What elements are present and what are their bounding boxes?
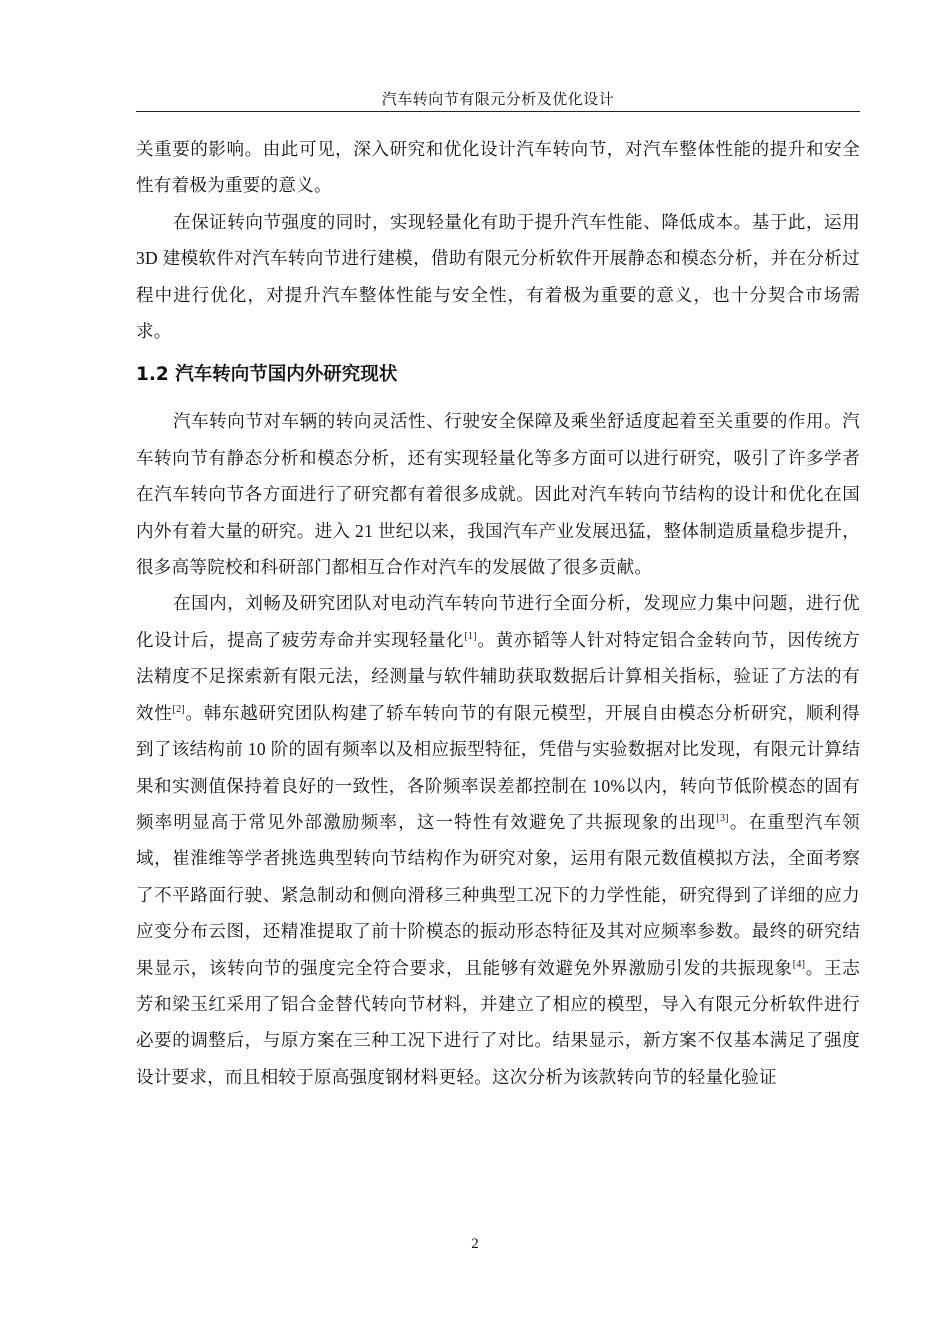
document-body [136, 131, 860, 1095]
text-segment: 。在重型汽车领域，崔淮维等学者挑选典型转向节结构作为研究对象，运用有限元数值模拟方法，全面考察了不平路面行驶、紧急制动和侧向滑移三种典型工况下的力学性能，研究得到了详细的应力应变分布云图，还精准提取了前十阶模态的振动形态特征及其对应频率参数。最终的研究结果显示，该转向节的强度完全符合要求，且能够有效避免外界激励引发的共振现象 [136, 811, 860, 978]
citation-1: [1] [464, 631, 477, 643]
section-heading: 1.2 汽车转向节国内外研究现状 [136, 364, 398, 386]
paragraph-domestic-research [136, 585, 860, 1095]
running-header: 汽车转向节有限元分析及优化设计 [381, 92, 615, 108]
page-number: 2 [471, 1236, 479, 1252]
text-segment: 。王志芳和梁玉红采用了铝合金替代转向节材料，并建立了相应的模型，导入有限元分析软件进行必要的调整后，与原方案在三种工况下进行了对比。结果显示，新方案不仅基本满足了强度设计要求，而且相较于原高强度钢材料更轻。这次分析为该款转向节的轻量化验证 [136, 957, 861, 1087]
paragraph-research-overview: 汽车转向节对车辆的转向灵活性、行驶安全保障及乘坐舒适度起着至关重要的作用。汽车转向节有静态分析和模态分析，还有实现轻量化等多方面可以进行研究，吸引了许多学者在汽车转向节各方面进行了研究都有着很多成就。因此对汽车转向节结构的设计和优化在国内外有着大量的研究。进入 21 世纪以来，我国汽车产业发展迅猛，整体制造质量稳步提升，很多高等院校和科研部门都相互合作对汽车的发展做了很多贡献。 [136, 411, 860, 578]
paragraph-lightweight-significance: 在保证转向节强度的同时，实现轻量化有助于提升汽车性能、降低成本。基于此，运用 3D 建模软件对汽车转向节进行建模，借助有限元分析软件开展静态和模态分析，并在分析过程中进行优化，对提升汽车整体性能与安全性，有着极为重要的意义，也十分契合市场需求。 [136, 211, 860, 342]
text-segment: 在国内，刘畅及研究团队对电动汽车转向节进行全面分析，发现应力集中问题，进行优化设计后，提高了疲劳寿命并实现轻量化 [136, 593, 860, 650]
text-segment: 。韩东越研究团队构建了轿车转向节的有限元模型，开展自由模态分析研究，顺利得到了该结构前 10 阶的固有频率以及相应振型特征，凭借与实验数据对比发现，有限元计算结果和实测值保持着良好的一致性，各阶频率误差都控制在 10%以内，转向节低阶模态的固有频率明显高于常见外部激励频率，这一特性有效避免了共振现象的出现 [136, 702, 860, 832]
text-segment: 。黄亦韬等人针对特定铝合金转向节，因传统方法精度不足探索新有限元法，经测量与软件辅助获取数据后计算相关指标，验证了方法的有效性 [136, 629, 860, 723]
paragraph-continuation: 关重要的影响。由此可见，深入研究和优化设计汽车转向节，对汽车整体性能的提升和安全性有着极为重要的意义。 [136, 139, 860, 196]
citation-2: [2] [172, 703, 186, 715]
header-divider [136, 111, 860, 112]
citation-3: [3] [716, 813, 729, 825]
citation-4: [4] [792, 958, 806, 970]
